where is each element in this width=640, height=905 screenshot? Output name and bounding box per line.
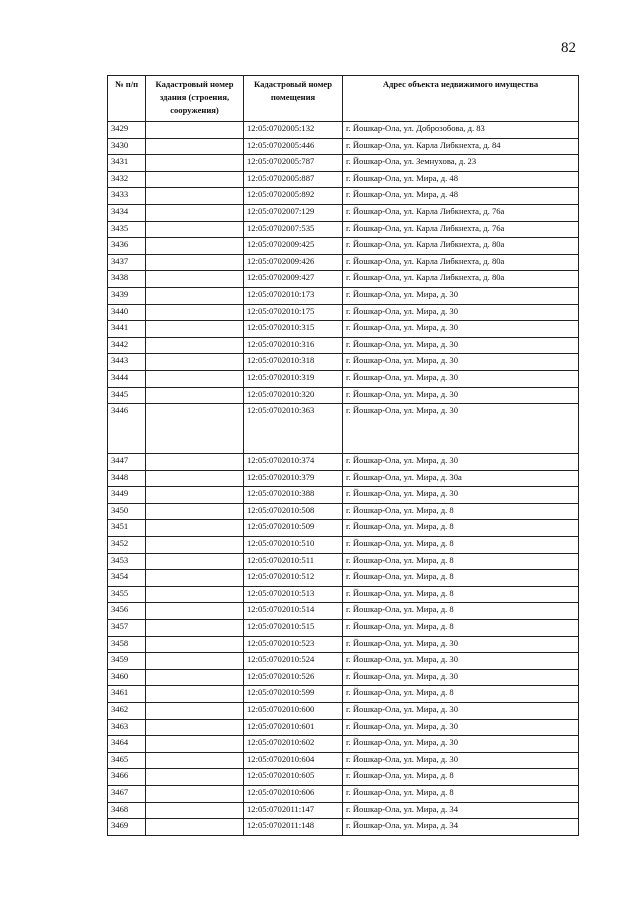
cell-room-cadastral: 12:05:0702010:318 (244, 354, 343, 371)
cell-address: г. Йошкар-Ола, ул. Мира, д. 48 (343, 188, 579, 205)
cell-address: г. Йошкар-Ола, ул. Карла Либкнехта, д. 80а (343, 254, 579, 271)
table-row (108, 354, 579, 371)
cell-room-cadastral: 12:05:0702010:515 (244, 620, 343, 637)
cell-building-cadastral (146, 487, 244, 504)
table-row (108, 802, 579, 819)
cell-building-cadastral (146, 503, 244, 520)
cell-building-cadastral (146, 620, 244, 637)
cell-address: г. Йошкар-Ола, ул. Мира, д. 30а (343, 470, 579, 487)
table-row (108, 620, 579, 637)
table-row (108, 503, 579, 520)
cell-number: 3444 (108, 370, 146, 387)
cell-number: 3435 (108, 221, 146, 238)
table-row (108, 769, 579, 786)
cell-building-cadastral (146, 204, 244, 221)
table-row (108, 487, 579, 504)
cell-building-cadastral (146, 785, 244, 802)
cell-number: 3452 (108, 537, 146, 554)
cell-room-cadastral: 12:05:0702010:524 (244, 653, 343, 670)
cell-address: г. Йошкар-Ола, ул. Мира, д. 34 (343, 802, 579, 819)
cell-room-cadastral: 12:05:0702011:147 (244, 802, 343, 819)
table-row (108, 254, 579, 271)
cell-room-cadastral: 12:05:0702005:446 (244, 138, 343, 155)
cell-room-cadastral: 12:05:0702010:315 (244, 321, 343, 338)
cell-number: 3467 (108, 785, 146, 802)
table-row (108, 287, 579, 304)
table-row (108, 736, 579, 753)
table-row (108, 653, 579, 670)
cell-building-cadastral (146, 271, 244, 288)
cell-number: 3436 (108, 238, 146, 255)
cell-building-cadastral (146, 188, 244, 205)
cell-address: г. Йошкар-Ола, ул. Мира, д. 30 (343, 387, 579, 404)
cell-room-cadastral: 12:05:0702009:425 (244, 238, 343, 255)
cell-address: г. Йошкар-Ола, ул. Мира, д. 30 (343, 752, 579, 769)
cell-address: г. Йошкар-Ола, ул. Мира, д. 30 (343, 736, 579, 753)
cell-address: г. Йошкар-Ола, ул. Мира, д. 30 (343, 487, 579, 504)
cell-room-cadastral: 12:05:0702010:319 (244, 370, 343, 387)
cell-room-cadastral: 12:05:0702009:426 (244, 254, 343, 271)
cell-building-cadastral (146, 636, 244, 653)
cell-room-cadastral: 12:05:0702010:379 (244, 470, 343, 487)
cell-address: г. Йошкар-Ола, ул. Доброзобова, д. 83 (343, 122, 579, 139)
cell-room-cadastral: 12:05:0702010:601 (244, 719, 343, 736)
cell-number: 3433 (108, 188, 146, 205)
cell-number: 3457 (108, 620, 146, 637)
cell-building-cadastral (146, 321, 244, 338)
cell-address: г. Йошкар-Ола, ул. Мира, д. 30 (343, 337, 579, 354)
table-row (108, 387, 579, 404)
cell-number: 3442 (108, 337, 146, 354)
cell-room-cadastral: 12:05:0702011:148 (244, 819, 343, 836)
cell-number: 3438 (108, 271, 146, 288)
table-row (108, 703, 579, 720)
table-row (108, 122, 579, 139)
header-building-cadastral: Кадастровый номер здания (строения, сооружения) (146, 76, 244, 122)
cell-room-cadastral: 12:05:0702010:604 (244, 752, 343, 769)
cell-address: г. Йошкар-Ола, ул. Мира, д. 30 (343, 636, 579, 653)
cell-number: 3460 (108, 669, 146, 686)
cell-room-cadastral: 12:05:0702010:605 (244, 769, 343, 786)
cell-address: г. Йошкар-Ола, ул. Мира, д. 8 (343, 537, 579, 554)
cell-address: г. Йошкар-Ола, ул. Мира, д. 8 (343, 570, 579, 587)
cell-address: г. Йошкар-Ола, ул. Мира, д. 8 (343, 553, 579, 570)
cell-room-cadastral: 12:05:0702009:427 (244, 271, 343, 288)
cell-building-cadastral (146, 155, 244, 172)
table-row (108, 553, 579, 570)
cell-building-cadastral (146, 337, 244, 354)
table-row (108, 171, 579, 188)
cell-number: 3445 (108, 387, 146, 404)
cell-room-cadastral: 12:05:0702010:175 (244, 304, 343, 321)
cell-number: 3462 (108, 703, 146, 720)
cell-address: г. Йошкар-Ола, ул. Мира, д. 8 (343, 503, 579, 520)
cell-building-cadastral (146, 703, 244, 720)
cell-number: 3429 (108, 122, 146, 139)
cell-address: г. Йошкар-Ола, ул. Мира, д. 30 (343, 354, 579, 371)
table-row (108, 719, 579, 736)
cell-room-cadastral: 12:05:0702010:511 (244, 553, 343, 570)
table-row (108, 686, 579, 703)
table-row (108, 370, 579, 387)
cell-room-cadastral: 12:05:0702010:599 (244, 686, 343, 703)
table-row (108, 138, 579, 155)
cell-number: 3451 (108, 520, 146, 537)
cell-room-cadastral: 12:05:0702010:510 (244, 537, 343, 554)
cell-room-cadastral: 12:05:0702010:509 (244, 520, 343, 537)
table-row (108, 321, 579, 338)
cell-address: г. Йошкар-Ола, ул. Мира, д. 8 (343, 586, 579, 603)
cell-building-cadastral (146, 653, 244, 670)
cell-address: г. Йошкар-Ола, ул. Мира, д. 8 (343, 620, 579, 637)
cell-address: г. Йошкар-Ола, ул. Мира, д. 30 (343, 669, 579, 686)
cell-address: г. Йошкар-Ола, ул. Мира, д. 8 (343, 785, 579, 802)
header-number: № п/п (108, 76, 146, 122)
table-row (108, 304, 579, 321)
table-row (108, 221, 579, 238)
cell-building-cadastral (146, 254, 244, 271)
cell-number: 3466 (108, 769, 146, 786)
cell-building-cadastral (146, 370, 244, 387)
cell-number: 3430 (108, 138, 146, 155)
cell-room-cadastral: 12:05:0702005:132 (244, 122, 343, 139)
cell-room-cadastral: 12:05:0702010:606 (244, 785, 343, 802)
cell-room-cadastral: 12:05:0702007:129 (244, 204, 343, 221)
cell-address: г. Йошкар-Ола, ул. Мира, д. 8 (343, 686, 579, 703)
cell-building-cadastral (146, 122, 244, 139)
table-row (108, 752, 579, 769)
cell-room-cadastral: 12:05:0702010:316 (244, 337, 343, 354)
table-row (108, 155, 579, 172)
cell-number: 3441 (108, 321, 146, 338)
cell-address: г. Йошкар-Ола, ул. Мира, д. 30 (343, 454, 579, 471)
cell-building-cadastral (146, 238, 244, 255)
cell-address: г. Йошкар-Ола, ул. Мира, д. 34 (343, 819, 579, 836)
cell-number: 3464 (108, 736, 146, 753)
table-row (108, 470, 579, 487)
table-body (108, 122, 579, 836)
cell-number: 3447 (108, 454, 146, 471)
cell-building-cadastral (146, 802, 244, 819)
cell-building-cadastral (146, 304, 244, 321)
cell-number: 3432 (108, 171, 146, 188)
cell-number: 3465 (108, 752, 146, 769)
cell-building-cadastral (146, 686, 244, 703)
cell-address: г. Йошкар-Ола, ул. Мира, д. 30 (343, 370, 579, 387)
cell-building-cadastral (146, 719, 244, 736)
cell-building-cadastral (146, 819, 244, 836)
cell-building-cadastral (146, 586, 244, 603)
cell-number: 3448 (108, 470, 146, 487)
cell-room-cadastral: 12:05:0702005:887 (244, 171, 343, 188)
cell-address: г. Йошкар-Ола, ул. Земнухова, д. 23 (343, 155, 579, 172)
cell-address: г. Йошкар-Ола, ул. Карла Либкнехта, д. 80а (343, 238, 579, 255)
cell-number: 3456 (108, 603, 146, 620)
cell-room-cadastral: 12:05:0702010:523 (244, 636, 343, 653)
table-row (108, 271, 579, 288)
header-room-cadastral: Кадастровый номер помещения (244, 76, 343, 122)
cell-room-cadastral: 12:05:0702010:320 (244, 387, 343, 404)
cell-number: 3458 (108, 636, 146, 653)
cell-address: г. Йошкар-Ола, ул. Мира, д. 30 (343, 404, 579, 454)
cell-room-cadastral: 12:05:0702010:526 (244, 669, 343, 686)
cell-building-cadastral (146, 354, 244, 371)
cell-room-cadastral: 12:05:0702010:602 (244, 736, 343, 753)
cell-room-cadastral: 12:05:0702010:512 (244, 570, 343, 587)
cell-address: г. Йошкар-Ола, ул. Мира, д. 8 (343, 520, 579, 537)
cell-address: г. Йошкар-Ола, ул. Мира, д. 30 (343, 653, 579, 670)
cell-room-cadastral: 12:05:0702010:363 (244, 404, 343, 454)
cell-room-cadastral: 12:05:0702010:513 (244, 586, 343, 603)
cell-number: 3439 (108, 287, 146, 304)
cell-number: 3455 (108, 586, 146, 603)
table-row (108, 188, 579, 205)
table-row (108, 785, 579, 802)
cell-address: г. Йошкар-Ола, ул. Мира, д. 8 (343, 769, 579, 786)
cell-building-cadastral (146, 752, 244, 769)
cell-number: 3434 (108, 204, 146, 221)
cell-building-cadastral (146, 520, 244, 537)
header-address: Адрес объекта недвижимого имущества (343, 76, 579, 122)
cell-number: 3454 (108, 570, 146, 587)
cell-room-cadastral: 12:05:0702010:374 (244, 454, 343, 471)
cell-address: г. Йошкар-Ола, ул. Карла Либкнехта, д. 84 (343, 138, 579, 155)
table-row (108, 819, 579, 836)
cell-number: 3443 (108, 354, 146, 371)
cell-number: 3453 (108, 553, 146, 570)
cell-number: 3446 (108, 404, 146, 454)
cell-number: 3431 (108, 155, 146, 172)
cell-address: г. Йошкар-Ола, ул. Мира, д. 48 (343, 171, 579, 188)
table-row (108, 537, 579, 554)
cell-address: г. Йошкар-Ола, ул. Карла Либкнехта, д. 76а (343, 221, 579, 238)
cell-number: 3437 (108, 254, 146, 271)
cell-room-cadastral: 12:05:0702007:535 (244, 221, 343, 238)
cell-number: 3450 (108, 503, 146, 520)
cell-room-cadastral: 12:05:0702010:388 (244, 487, 343, 504)
cell-number: 3468 (108, 802, 146, 819)
cell-number: 3463 (108, 719, 146, 736)
cell-building-cadastral (146, 553, 244, 570)
cell-number: 3449 (108, 487, 146, 504)
cell-room-cadastral: 12:05:0702005:892 (244, 188, 343, 205)
cell-building-cadastral (146, 454, 244, 471)
cell-address: г. Йошкар-Ола, ул. Мира, д. 30 (343, 287, 579, 304)
cell-address: г. Йошкар-Ола, ул. Мира, д. 30 (343, 719, 579, 736)
cell-address: г. Йошкар-Ола, ул. Мира, д. 30 (343, 703, 579, 720)
table-row (108, 404, 579, 454)
table-header-row (108, 76, 579, 122)
table-row (108, 204, 579, 221)
table-row (108, 337, 579, 354)
cell-building-cadastral (146, 404, 244, 454)
cell-address: г. Йошкар-Ола, ул. Мира, д. 8 (343, 603, 579, 620)
cell-room-cadastral: 12:05:0702005:787 (244, 155, 343, 172)
cell-room-cadastral: 12:05:0702010:508 (244, 503, 343, 520)
cell-building-cadastral (146, 603, 244, 620)
table-row (108, 669, 579, 686)
table-row (108, 586, 579, 603)
cell-building-cadastral (146, 537, 244, 554)
cell-number: 3459 (108, 653, 146, 670)
table-row (108, 520, 579, 537)
table-row (108, 636, 579, 653)
cell-building-cadastral (146, 171, 244, 188)
cell-building-cadastral (146, 669, 244, 686)
cell-number: 3469 (108, 819, 146, 836)
property-registry-table (107, 75, 579, 836)
cell-building-cadastral (146, 221, 244, 238)
table-row (108, 454, 579, 471)
cell-address: г. Йошкар-Ола, ул. Карла Либкнехта, д. 80а (343, 271, 579, 288)
cell-building-cadastral (146, 387, 244, 404)
cell-building-cadastral (146, 570, 244, 587)
cell-room-cadastral: 12:05:0702010:173 (244, 287, 343, 304)
cell-room-cadastral: 12:05:0702010:514 (244, 603, 343, 620)
table-row (108, 238, 579, 255)
cell-address: г. Йошкар-Ола, ул. Мира, д. 30 (343, 304, 579, 321)
cell-address: г. Йошкар-Ола, ул. Мира, д. 30 (343, 321, 579, 338)
cell-building-cadastral (146, 736, 244, 753)
cell-building-cadastral (146, 287, 244, 304)
cell-room-cadastral: 12:05:0702010:600 (244, 703, 343, 720)
page-number: 82 (561, 40, 576, 56)
cell-building-cadastral (146, 470, 244, 487)
table-row (108, 603, 579, 620)
cell-number: 3461 (108, 686, 146, 703)
table-row (108, 570, 579, 587)
cell-number: 3440 (108, 304, 146, 321)
cell-building-cadastral (146, 769, 244, 786)
cell-address: г. Йошкар-Ола, ул. Карла Либкнехта, д. 76а (343, 204, 579, 221)
cell-building-cadastral (146, 138, 244, 155)
